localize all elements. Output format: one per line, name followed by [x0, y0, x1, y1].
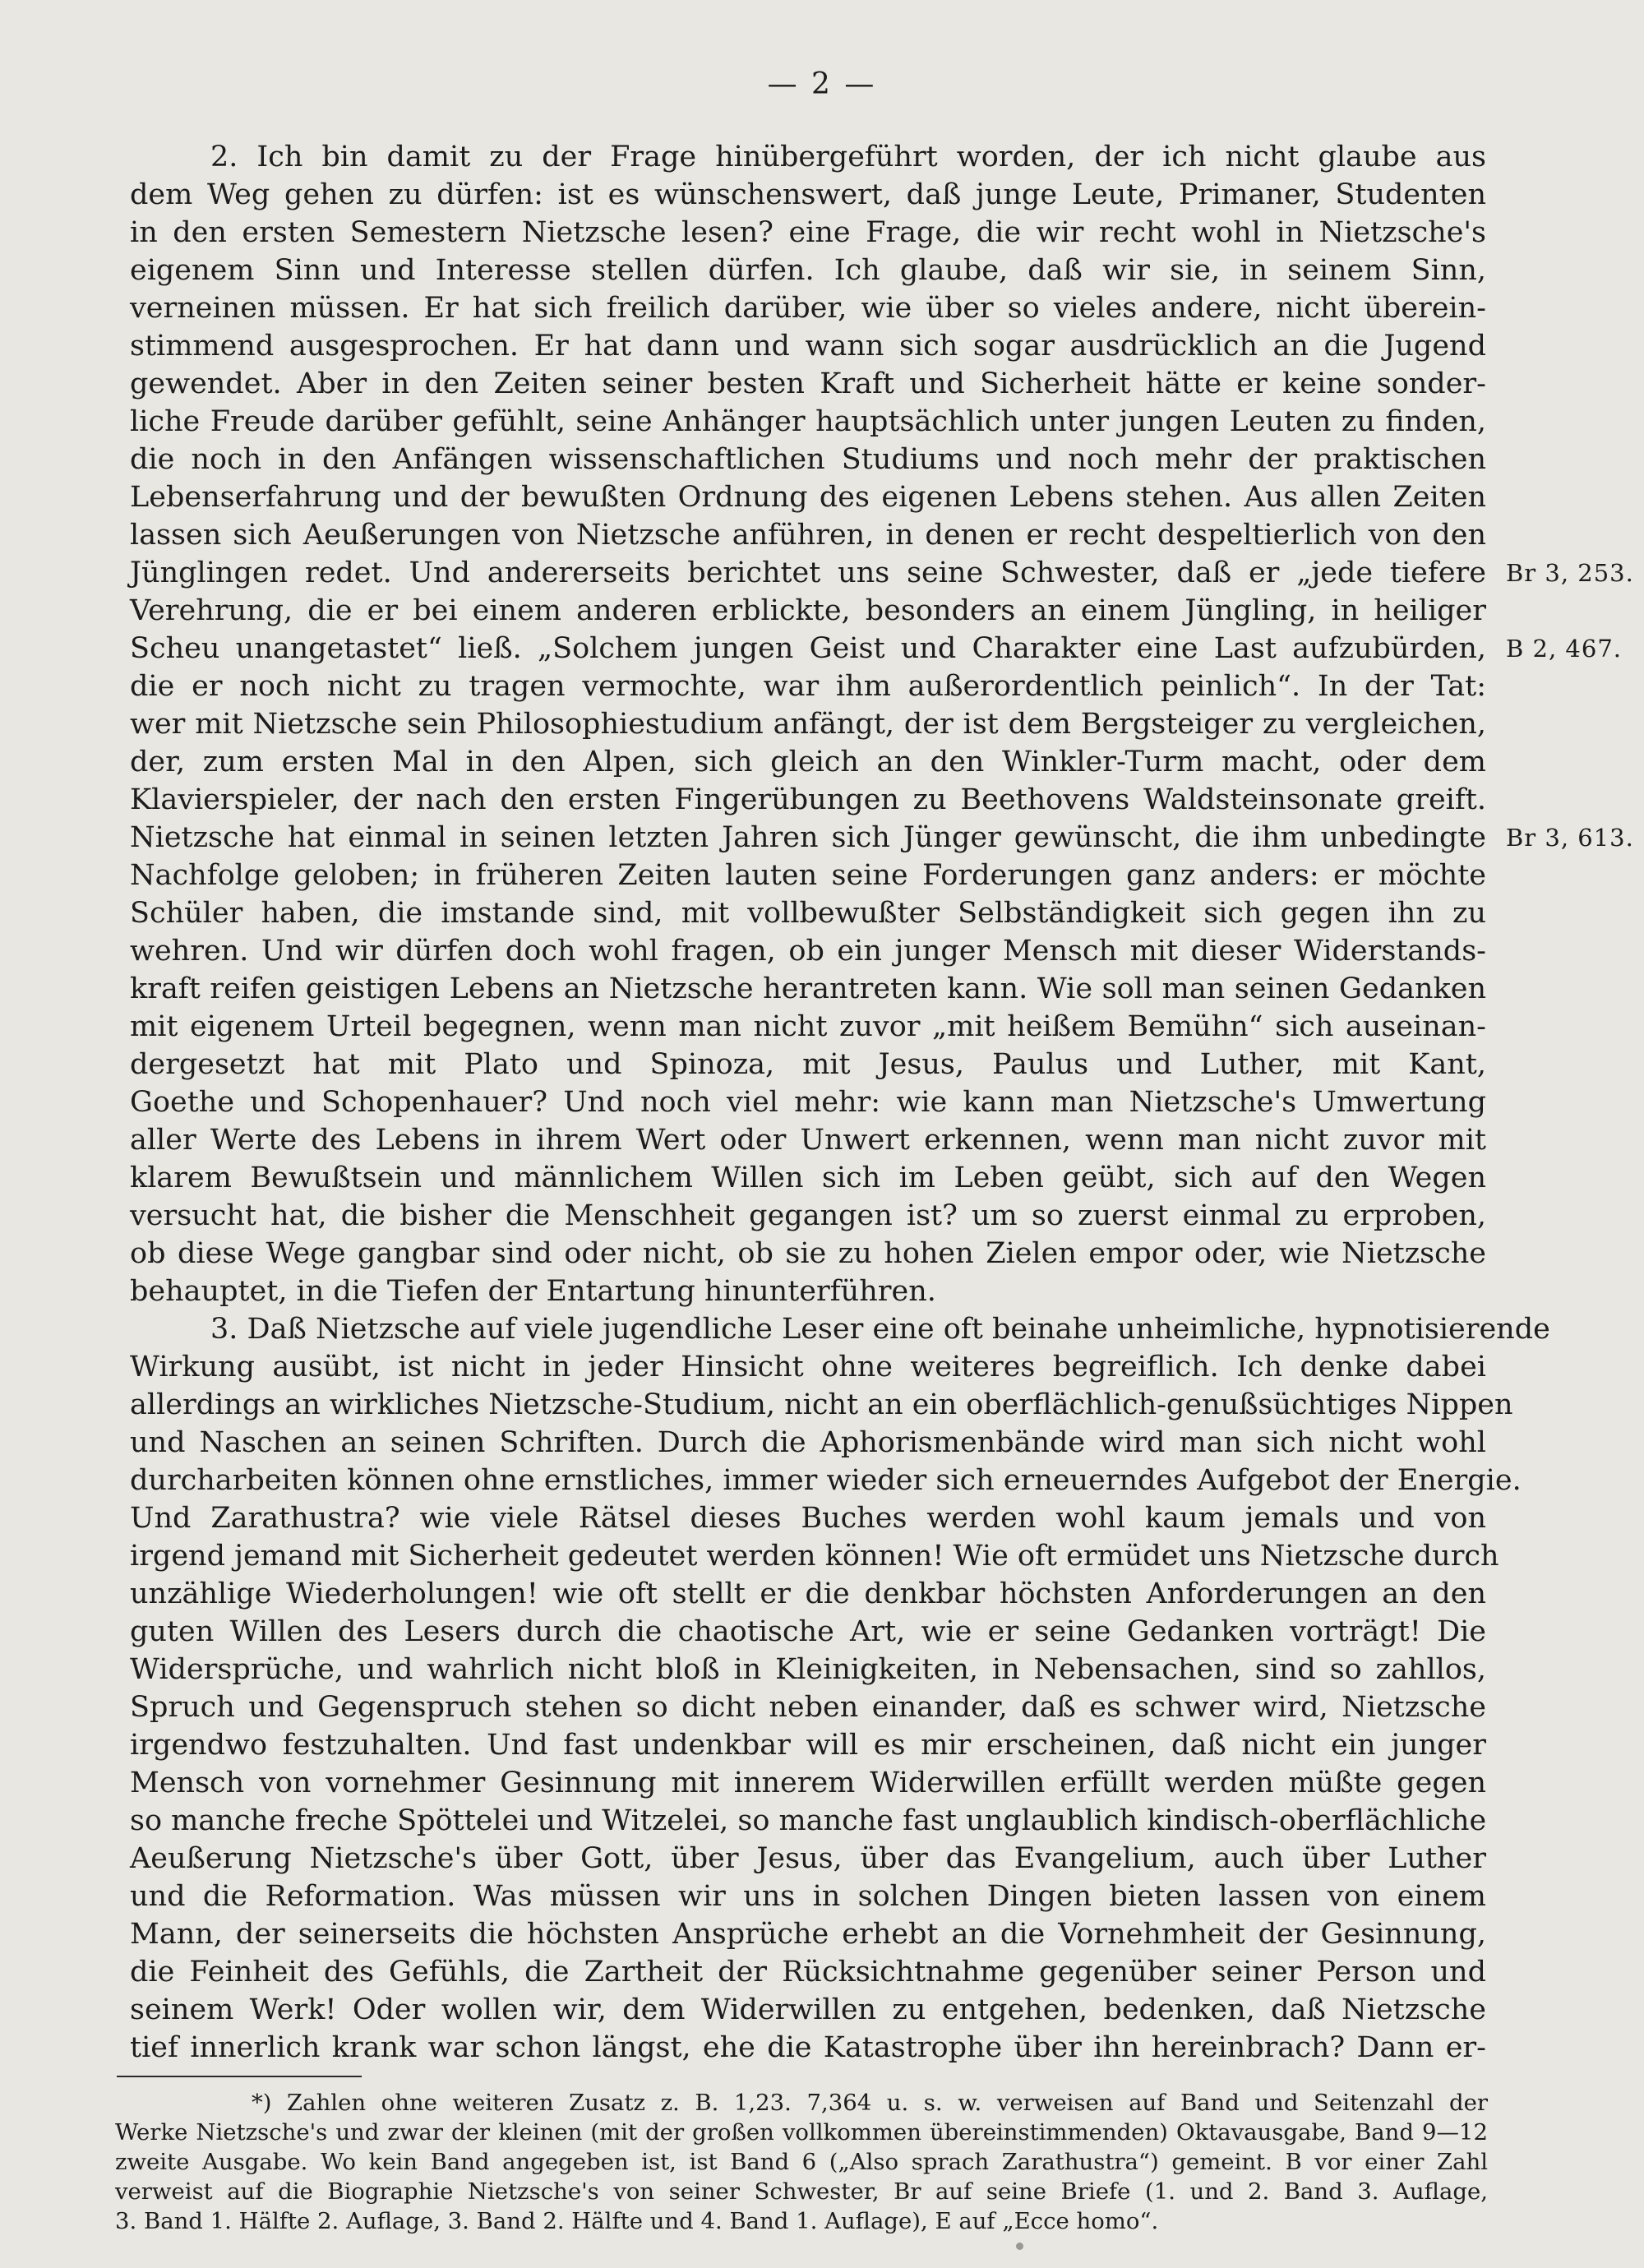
text-line: Verehrung, die er bei einem anderen erblickte, besonders an einem Jüngling, in heiliger	[130, 594, 1486, 627]
text-line: klarem Bewußtsein und männlichem Willen sich im Leben geübt, sich auf den Wegen	[130, 1162, 1486, 1194]
text-line: verneinen müssen. Er hat sich freilich darüber, wie über so vieles andere, nicht überein-	[130, 292, 1486, 325]
text-line: liche Freude darüber gefühlt, seine Anhänger hauptsächlich unter jungen Leuten zu finden,	[130, 405, 1486, 438]
text-line: Mensch von vornehmer Gesinnung mit innerem Widerwillen erfüllt werden müßte gegen	[130, 1767, 1486, 1799]
footnote-divider	[117, 2076, 362, 2077]
text-line: irgend jemand mit Sicherheit gedeutet werden können! Wie oft ermüdet uns Nietzsche durch	[130, 1540, 1499, 1573]
text-line: lassen sich Aeußerungen von Nietzsche anführen, in denen er recht despeltierlich von den	[130, 519, 1486, 552]
text-line: stimmend ausgesprochen. Er hat dann und wann sich sogar ausdrücklich an die Jugend	[130, 330, 1486, 363]
text-line: Goethe und Schopenhauer? Und noch viel mehr: wie kann man Nietzsche's Umwertung	[130, 1086, 1486, 1119]
text-line: Lebenserfahrung und der bewußten Ordnung des eigenen Lebens stehen. Aus allen Zeiten	[130, 481, 1486, 514]
margin-reference: Br 3, 253.	[1506, 559, 1634, 587]
text-line: und Naschen an seinen Schriften. Durch die Aphorismenbände wird man sich nicht wohl	[130, 1426, 1486, 1459]
text-line: wer mit Nietzsche sein Philosophiestudium anfängt, der ist dem Bergsteiger zu vergleichen,	[130, 708, 1486, 741]
text-line: seinem Werk! Oder wollen wir, dem Widerwillen zu entgehen, bedenken, daß Nietzsche	[130, 1993, 1486, 2026]
text-line: irgendwo festzuhalten. Und fast undenkbar will es mir erscheinen, daß nicht ein junger	[130, 1729, 1486, 1762]
paper-speck	[1016, 2243, 1023, 2250]
text-line: tief innerlich krank war schon längst, ehe die Katastrophe über ihn hereinbrach? Dann er-	[130, 2031, 1486, 2064]
text-line: mit eigenem Urteil begegnen, wenn man nicht zuvor „mit heißem Bemühn“ sich auseinan-	[130, 1010, 1486, 1043]
text-line: Klavierspieler, der nach den ersten Fingerübungen zu Beethovens Waldsteinsonate greift.	[130, 783, 1486, 816]
footnote-line: zweite Ausgabe. Wo kein Band angegeben ist, ist Band 6 („Also sprach Zarathustra“) gemeint. B vor einer Zahl	[115, 2149, 1488, 2175]
footnote-line: 3. Band 1. Hälfte 2. Auflage, 3. Band 2. Hälfte und 4. Band 1. Auflage), E auf „Ecce homo“.	[115, 2208, 1159, 2234]
text-line: und die Reformation. Was müssen wir uns in solchen Dingen bieten lassen von einem	[130, 1880, 1486, 1913]
text-line: Aeußerung Nietzsche's über Gott, über Jesus, über das Evangelium, auch über Luther	[130, 1842, 1486, 1875]
text-line: Scheu unangetastet“ ließ. „Solchem jungen Geist und Charakter eine Last aufzubürden,	[130, 632, 1486, 665]
footnote-line: *) Zahlen ohne weiteren Zusatz z. B. 1,23. 7,364 u. s. w. verweisen auf Band und Seitenzahl der	[252, 2090, 1488, 2116]
text-line: Jünglingen redet. Und andererseits berichtet uns seine Schwester, daß er „jede tiefere	[130, 557, 1486, 589]
text-line: unzählige Wiederholungen! wie oft stellt er die denkbar höchsten Anforderungen an den	[130, 1577, 1486, 1610]
text-line: Nietzsche hat einmal in seinen letzten Jahren sich Jünger gewünscht, die ihm unbedingte	[130, 821, 1486, 854]
text-line: ob diese Wege gangbar sind oder nicht, ob sie zu hohen Zielen empor oder, wie Nietzsche	[130, 1237, 1486, 1270]
text-line: Widersprüche, und wahrlich nicht bloß in Kleinigkeiten, in Nebensachen, sind so zahllos,	[130, 1653, 1486, 1686]
text-line: die er noch nicht zu tragen vermochte, war ihm außerordentlich peinlich“. In der Tat:	[130, 670, 1486, 703]
page-number: — 2 —	[767, 67, 877, 101]
text-line: gewendet. Aber in den Zeiten seiner besten Kraft und Sicherheit hätte er keine sonder-	[130, 367, 1486, 400]
text-line: durcharbeiten können ohne ernstliches, immer wieder sich erneuerndes Aufgebot der Energie.	[130, 1464, 1522, 1497]
text-line: guten Willen des Lesers durch die chaotische Art, wie er seine Gedanken vorträgt! Die	[130, 1615, 1486, 1648]
text-line: Schüler haben, die imstande sind, mit vollbewußter Selbständigkeit sich gegen ihn zu	[130, 897, 1486, 930]
text-line: dergesetzt hat mit Plato und Spinoza, mit Jesus, Paulus und Luther, mit Kant,	[130, 1048, 1486, 1081]
text-line: Wirkung ausübt, ist nicht in jeder Hinsicht ohne weiteres begreiflich. Ich denke dabei	[130, 1351, 1486, 1383]
text-line: behauptet, in die Tiefen der Entartung hinunterführen.	[130, 1275, 936, 1308]
text-line: die noch in den Anfängen wissenschaftlichen Studiums und noch mehr der praktischen	[130, 443, 1486, 476]
text-line: die Feinheit des Gefühls, die Zartheit der Rücksichtnahme gegenüber seiner Person und	[130, 1956, 1486, 1989]
text-line: so manche freche Spöttelei und Witzelei, so manche fast unglaublich kindisch-oberflächliche	[130, 1804, 1487, 1837]
footnote-line: verweist auf die Biographie Nietzsche's von seiner Schwester, Br auf seine Briefe (1. und 2. Band 3. Auflage,	[115, 2178, 1488, 2205]
text-line: eigenem Sinn und Interesse stellen dürfen. Ich glaube, daß wir sie, in seinem Sinn,	[130, 254, 1486, 287]
text-line: Nachfolge geloben; in früheren Zeiten lauten seine Forderungen ganz anders: er möchte	[130, 859, 1486, 892]
text-line: wehren. Und wir dürfen doch wohl fragen, ob ein junger Mensch mit dieser Widerstands-	[130, 935, 1486, 968]
text-line: 2. Ich bin damit zu der Frage hinübergeführt worden, der ich nicht glaube aus	[210, 141, 1486, 173]
text-line: der, zum ersten Mal in den Alpen, sich gleich an den Winkler-Turm macht, oder dem	[130, 746, 1486, 778]
text-line: dem Weg gehen zu dürfen: ist es wünschenswert, daß junge Leute, Primaner, Studenten	[130, 178, 1486, 211]
text-line: aller Werte des Lebens in ihrem Wert oder Unwert erkennen, wenn man nicht zuvor mit	[130, 1124, 1486, 1157]
footnote-line: Werke Nietzsche's und zwar der kleinen (mit der großen vollkommen übereinstimmenden) Oktavausgabe, Band 9—12	[115, 2119, 1488, 2146]
text-line: kraft reifen geistigen Lebens an Nietzsche herantreten kann. Wie soll man seinen Gedanken	[130, 972, 1486, 1005]
text-line: 3. Daß Nietzsche auf viele jugendliche Leser eine oft beinahe unheimliche, hypnotisierende	[210, 1313, 1550, 1346]
text-line: allerdings an wirkliches Nietzsche-Studium, nicht an ein oberflächlich-genußsüchtiges Nippen	[130, 1388, 1513, 1421]
text-line: versucht hat, die bisher die Menschheit gegangen ist? um so zuerst einmal zu erproben,	[130, 1199, 1486, 1232]
text-line: Spruch und Gegenspruch stehen so dicht neben einander, daß es schwer wird, Nietzsche	[130, 1691, 1486, 1724]
margin-reference: B 2, 467.	[1506, 635, 1622, 663]
margin-reference: Br 3, 613.	[1506, 824, 1634, 852]
text-line: Und Zarathustra? wie viele Rätsel dieses Buches werden wohl kaum jemals und von	[130, 1502, 1486, 1535]
text-line: Mann, der seinerseits die höchsten Ansprüche erhebt an die Vornehmheit der Gesinnung,	[130, 1918, 1486, 1951]
text-line: in den ersten Semestern Nietzsche lesen? eine Frage, die wir recht wohl in Nietzsche's	[130, 216, 1486, 249]
